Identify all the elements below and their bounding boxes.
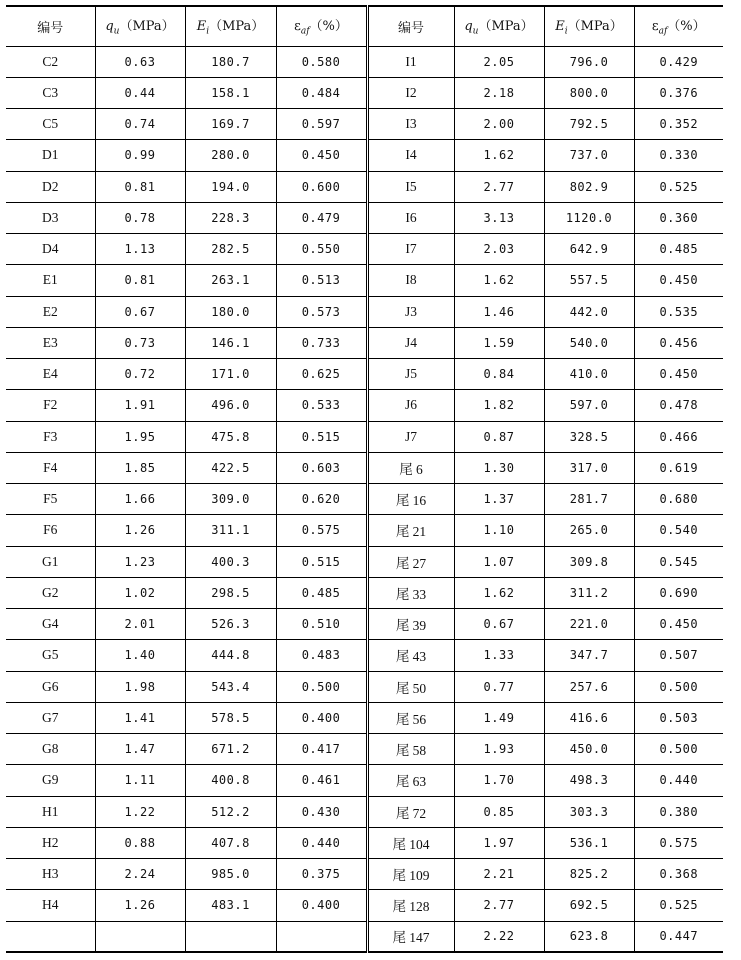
header-eaf (276, 6, 367, 46)
table-row (6, 234, 723, 265)
ei-cell: 171.0 (185, 359, 276, 390)
eaf-cell: 0.580 (276, 46, 367, 77)
header-qu (95, 6, 185, 46)
table-row (6, 421, 723, 452)
table-row (6, 140, 723, 171)
qu-cell: 1.40 (95, 640, 185, 671)
ei-cell: 221.0 (544, 609, 634, 640)
header-qu-unit: （MPa） (478, 19, 534, 35)
ei-cell: 642.9 (544, 234, 634, 265)
ei-cell: 180.7 (185, 46, 276, 77)
eaf-cell: 0.620 (276, 484, 367, 515)
eaf-cell: 0.447 (634, 921, 723, 952)
ei-cell: 194.0 (185, 171, 276, 202)
sample-id-cell: C5 (6, 109, 95, 140)
sample-id-cell: E3 (6, 327, 95, 358)
sample-id-cell: G8 (6, 734, 95, 765)
qu-cell: 0.44 (95, 77, 185, 108)
header-ei-subscript: i (564, 27, 568, 38)
header-ei-symbol: E (555, 19, 565, 35)
eaf-cell: 0.450 (634, 265, 723, 296)
qu-cell: 1.10 (454, 515, 544, 546)
sample-id-cell: H4 (6, 890, 95, 921)
ei-cell: 257.6 (544, 671, 634, 702)
qu-cell: 1.47 (95, 734, 185, 765)
sample-id-cell: I4 (367, 140, 454, 171)
sample-id-cell: 尾 6 (367, 452, 454, 483)
sample-id-cell: 尾 128 (367, 890, 454, 921)
eaf-cell: 0.550 (276, 234, 367, 265)
table-row (6, 765, 723, 796)
sample-id-cell: 尾 39 (367, 609, 454, 640)
table-row (6, 327, 723, 358)
eaf-cell: 0.400 (276, 890, 367, 921)
qu-cell: 0.87 (454, 421, 544, 452)
qu-cell: 1.33 (454, 640, 544, 671)
sample-id-cell: C2 (6, 46, 95, 77)
sample-id-cell: 尾 27 (367, 546, 454, 577)
ei-cell: 512.2 (185, 796, 276, 827)
qu-cell: 3.13 (454, 202, 544, 233)
sample-id-cell: I8 (367, 265, 454, 296)
header-row (6, 6, 723, 46)
eaf-cell: 0.510 (276, 609, 367, 640)
ei-cell (185, 921, 276, 952)
qu-cell: 1.41 (95, 702, 185, 733)
header-eaf-right (634, 6, 723, 46)
qu-cell: 1.26 (95, 890, 185, 921)
sample-id-cell: H3 (6, 859, 95, 890)
eaf-cell: 0.575 (634, 827, 723, 858)
qu-cell: 1.97 (454, 827, 544, 858)
qu-cell: 0.81 (95, 265, 185, 296)
qu-cell: 0.67 (95, 296, 185, 327)
qu-cell: 1.85 (95, 452, 185, 483)
qu-cell: 1.46 (454, 296, 544, 327)
ei-cell: 792.5 (544, 109, 634, 140)
table-row (6, 577, 723, 608)
qu-cell: 1.66 (95, 484, 185, 515)
qu-cell: 1.70 (454, 765, 544, 796)
eaf-cell: 0.733 (276, 327, 367, 358)
qu-cell: 1.98 (95, 671, 185, 702)
eaf-cell: 0.479 (276, 202, 367, 233)
ei-cell: 317.0 (544, 452, 634, 483)
eaf-cell: 0.330 (634, 140, 723, 171)
eaf-cell: 0.500 (276, 671, 367, 702)
sample-id-cell: D2 (6, 171, 95, 202)
qu-cell: 0.74 (95, 109, 185, 140)
sample-id-cell: F5 (6, 484, 95, 515)
header-qu-subscript: u (472, 27, 479, 38)
ei-cell: 578.5 (185, 702, 276, 733)
qu-cell: 2.05 (454, 46, 544, 77)
sample-id-cell: H1 (6, 796, 95, 827)
qu-cell: 2.24 (95, 859, 185, 890)
qu-cell: 0.99 (95, 140, 185, 171)
ei-cell: 536.1 (544, 827, 634, 858)
qu-cell: 1.02 (95, 577, 185, 608)
ei-cell: 985.0 (185, 859, 276, 890)
ei-cell: 265.0 (544, 515, 634, 546)
ei-cell: 146.1 (185, 327, 276, 358)
ei-cell: 825.2 (544, 859, 634, 890)
ei-cell: 444.8 (185, 640, 276, 671)
eaf-cell: 0.690 (634, 577, 723, 608)
qu-cell: 1.11 (95, 765, 185, 796)
eaf-cell: 0.456 (634, 327, 723, 358)
table-row (6, 359, 723, 390)
header-qu-subscript: u (113, 27, 120, 38)
eaf-cell: 0.525 (634, 890, 723, 921)
eaf-cell: 0.680 (634, 484, 723, 515)
sample-id-cell: G7 (6, 702, 95, 733)
table-row (6, 921, 723, 952)
sample-id-cell: G4 (6, 609, 95, 640)
qu-cell: 0.63 (95, 46, 185, 77)
qu-cell: 0.72 (95, 359, 185, 390)
eaf-cell: 0.619 (634, 452, 723, 483)
eaf-cell: 0.429 (634, 46, 723, 77)
ei-cell: 692.5 (544, 890, 634, 921)
ei-cell: 158.1 (185, 77, 276, 108)
qu-cell: 1.22 (95, 796, 185, 827)
ei-cell: 623.8 (544, 921, 634, 952)
ei-cell: 400.8 (185, 765, 276, 796)
qu-cell: 0.85 (454, 796, 544, 827)
qu-cell: 1.62 (454, 265, 544, 296)
sample-id-cell (6, 921, 95, 952)
qu-cell (95, 921, 185, 952)
qu-cell: 1.95 (95, 421, 185, 452)
ei-cell: 281.7 (544, 484, 634, 515)
sample-id-cell: E4 (6, 359, 95, 390)
table-row (6, 515, 723, 546)
sample-id-cell: E1 (6, 265, 95, 296)
header-eaf-subscript: af (658, 27, 668, 38)
header-qu-right (454, 6, 544, 46)
sample-id-cell: H2 (6, 827, 95, 858)
sample-id-cell: 尾 21 (367, 515, 454, 546)
qu-cell: 0.81 (95, 171, 185, 202)
eaf-cell: 0.603 (276, 452, 367, 483)
table-row (6, 484, 723, 515)
eaf-cell: 0.360 (634, 202, 723, 233)
qu-cell: 2.77 (454, 890, 544, 921)
table-body (6, 46, 723, 952)
eaf-cell: 0.545 (634, 546, 723, 577)
ei-cell: 796.0 (544, 46, 634, 77)
ei-cell: 282.5 (185, 234, 276, 265)
eaf-cell: 0.513 (276, 265, 367, 296)
qu-cell: 1.62 (454, 577, 544, 608)
table-row (6, 296, 723, 327)
ei-cell: 400.3 (185, 546, 276, 577)
header-ei (185, 6, 276, 46)
header-ei-symbol: E (196, 19, 207, 35)
sample-id-cell: F2 (6, 390, 95, 421)
ei-cell: 328.5 (544, 421, 634, 452)
sample-id-cell: 尾 43 (367, 640, 454, 671)
ei-cell: 298.5 (185, 577, 276, 608)
qu-cell: 0.88 (95, 827, 185, 858)
eaf-cell: 0.515 (276, 546, 367, 577)
table-row (6, 609, 723, 640)
ei-cell: 309.8 (544, 546, 634, 577)
sample-id-cell: 尾 109 (367, 859, 454, 890)
qu-cell: 2.22 (454, 921, 544, 952)
qu-cell: 0.77 (454, 671, 544, 702)
sample-id-cell: 尾 147 (367, 921, 454, 952)
eaf-cell: 0.450 (634, 359, 723, 390)
table-row (6, 671, 723, 702)
eaf-cell: 0.600 (276, 171, 367, 202)
eaf-cell (276, 921, 367, 952)
ei-cell: 311.1 (185, 515, 276, 546)
header-qu-symbol: q (105, 19, 114, 35)
ei-cell: 475.8 (185, 421, 276, 452)
header-id-right (367, 6, 454, 46)
sample-id-cell: J6 (367, 390, 454, 421)
eaf-cell: 0.503 (634, 702, 723, 733)
sample-id-cell: J4 (367, 327, 454, 358)
sample-id-cell: D3 (6, 202, 95, 233)
sample-id-cell: J3 (367, 296, 454, 327)
eaf-cell: 0.430 (276, 796, 367, 827)
qu-cell: 1.49 (454, 702, 544, 733)
sample-id-cell: I7 (367, 234, 454, 265)
ei-cell: 347.7 (544, 640, 634, 671)
data-table-container (6, 5, 723, 953)
sample-id-cell: F6 (6, 515, 95, 546)
table-row (6, 827, 723, 858)
ei-cell: 311.2 (544, 577, 634, 608)
sample-id-cell: 尾 72 (367, 796, 454, 827)
ei-cell: 496.0 (185, 390, 276, 421)
header-qu-symbol: q (464, 19, 473, 35)
sample-id-cell: D1 (6, 140, 95, 171)
eaf-cell: 0.450 (276, 140, 367, 171)
eaf-cell: 0.500 (634, 734, 723, 765)
sample-id-cell: I3 (367, 109, 454, 140)
sample-id-cell: G6 (6, 671, 95, 702)
ei-cell: 410.0 (544, 359, 634, 390)
qu-cell: 2.18 (454, 77, 544, 108)
eaf-cell: 0.533 (276, 390, 367, 421)
eaf-cell: 0.478 (634, 390, 723, 421)
qu-cell: 2.01 (95, 609, 185, 640)
ei-cell: 498.3 (544, 765, 634, 796)
header-ei-right (544, 6, 634, 46)
qu-cell: 1.93 (454, 734, 544, 765)
ei-cell: 228.3 (185, 202, 276, 233)
ei-cell: 442.0 (544, 296, 634, 327)
eaf-cell: 0.507 (634, 640, 723, 671)
table-row (6, 890, 723, 921)
ei-cell: 737.0 (544, 140, 634, 171)
table-row (6, 702, 723, 733)
eaf-cell: 0.440 (276, 827, 367, 858)
ei-cell: 671.2 (185, 734, 276, 765)
sample-id-cell: G5 (6, 640, 95, 671)
eaf-cell: 0.625 (276, 359, 367, 390)
ei-cell: 800.0 (544, 77, 634, 108)
header-qu-unit: （MPa） (119, 19, 175, 35)
ei-cell: 802.9 (544, 171, 634, 202)
sample-id-cell: 尾 50 (367, 671, 454, 702)
header-id (6, 6, 95, 46)
eaf-cell: 0.573 (276, 296, 367, 327)
sample-id-cell: G9 (6, 765, 95, 796)
header-id-label: 编号 (37, 20, 64, 36)
sample-id-cell: I5 (367, 171, 454, 202)
sample-id-cell: 尾 63 (367, 765, 454, 796)
header-ei-subscript: i (206, 27, 210, 38)
eaf-cell: 0.417 (276, 734, 367, 765)
eaf-cell: 0.461 (276, 765, 367, 796)
sample-id-cell: E2 (6, 296, 95, 327)
eaf-cell: 0.440 (634, 765, 723, 796)
qu-cell: 1.30 (454, 452, 544, 483)
eaf-cell: 0.485 (634, 234, 723, 265)
qu-cell: 0.67 (454, 609, 544, 640)
table-row (6, 77, 723, 108)
qu-cell: 1.91 (95, 390, 185, 421)
ei-cell: 540.0 (544, 327, 634, 358)
sample-id-cell: I6 (367, 202, 454, 233)
header-eaf-symbol: ε (294, 19, 301, 35)
ei-cell: 450.0 (544, 734, 634, 765)
ei-cell: 169.7 (185, 109, 276, 140)
ei-cell: 422.5 (185, 452, 276, 483)
eaf-cell: 0.352 (634, 109, 723, 140)
qu-cell: 1.26 (95, 515, 185, 546)
qu-cell: 2.21 (454, 859, 544, 890)
eaf-cell: 0.535 (634, 296, 723, 327)
qu-cell: 1.37 (454, 484, 544, 515)
header-eaf-unit: （%） (309, 19, 348, 35)
sample-id-cell: J7 (367, 421, 454, 452)
ei-cell: 309.0 (185, 484, 276, 515)
eaf-cell: 0.400 (276, 702, 367, 733)
qu-cell: 0.78 (95, 202, 185, 233)
ei-cell: 483.1 (185, 890, 276, 921)
eaf-cell: 0.500 (634, 671, 723, 702)
sample-id-cell: G1 (6, 546, 95, 577)
eaf-cell: 0.484 (276, 77, 367, 108)
ei-cell: 180.0 (185, 296, 276, 327)
table-row (6, 46, 723, 77)
qu-cell: 2.03 (454, 234, 544, 265)
sample-id-cell: F4 (6, 452, 95, 483)
qu-cell: 1.62 (454, 140, 544, 171)
eaf-cell: 0.368 (634, 859, 723, 890)
sample-id-cell: 尾 56 (367, 702, 454, 733)
qu-cell: 1.07 (454, 546, 544, 577)
eaf-cell: 0.575 (276, 515, 367, 546)
ei-cell: 526.3 (185, 609, 276, 640)
eaf-cell: 0.376 (634, 77, 723, 108)
sample-id-cell: G2 (6, 577, 95, 608)
sample-id-cell: F3 (6, 421, 95, 452)
ei-cell: 597.0 (544, 390, 634, 421)
ei-cell: 303.3 (544, 796, 634, 827)
eaf-cell: 0.525 (634, 171, 723, 202)
ei-cell: 416.6 (544, 702, 634, 733)
ei-cell: 263.1 (185, 265, 276, 296)
ei-cell: 557.5 (544, 265, 634, 296)
header-ei-unit: （MPa） (209, 19, 265, 35)
table-row (6, 859, 723, 890)
header-eaf-unit: （%） (667, 19, 706, 35)
sample-id-cell: 尾 104 (367, 827, 454, 858)
table-row (6, 109, 723, 140)
eaf-cell: 0.450 (634, 609, 723, 640)
sample-id-cell: I2 (367, 77, 454, 108)
header-eaf-symbol: ε (651, 19, 659, 35)
table-row (6, 171, 723, 202)
qu-cell: 1.82 (454, 390, 544, 421)
qu-cell: 1.23 (95, 546, 185, 577)
ei-cell: 280.0 (185, 140, 276, 171)
header-id-label: 编号 (397, 20, 424, 36)
sample-id-cell: C3 (6, 77, 95, 108)
qu-cell: 0.84 (454, 359, 544, 390)
eaf-cell: 0.375 (276, 859, 367, 890)
header-eaf-subscript: af (300, 27, 310, 38)
sample-id-cell: J5 (367, 359, 454, 390)
table-row (6, 265, 723, 296)
qu-cell: 2.77 (454, 171, 544, 202)
sample-id-cell: I1 (367, 46, 454, 77)
ei-cell: 1120.0 (544, 202, 634, 233)
eaf-cell: 0.485 (276, 577, 367, 608)
sample-id-cell: 尾 16 (367, 484, 454, 515)
eaf-cell: 0.540 (634, 515, 723, 546)
table-row (6, 640, 723, 671)
ei-cell: 407.8 (185, 827, 276, 858)
table-row (6, 546, 723, 577)
qu-cell: 0.73 (95, 327, 185, 358)
qu-cell: 1.13 (95, 234, 185, 265)
table-row (6, 796, 723, 827)
table-row (6, 734, 723, 765)
eaf-cell: 0.597 (276, 109, 367, 140)
ei-cell: 543.4 (185, 671, 276, 702)
eaf-cell: 0.466 (634, 421, 723, 452)
header-ei-unit: （MPa） (567, 19, 623, 35)
sample-id-cell: 尾 58 (367, 734, 454, 765)
qu-cell: 2.00 (454, 109, 544, 140)
sample-id-cell: 尾 33 (367, 577, 454, 608)
table-row (6, 202, 723, 233)
sample-id-cell: D4 (6, 234, 95, 265)
table-row (6, 452, 723, 483)
qu-cell: 1.59 (454, 327, 544, 358)
table-row (6, 390, 723, 421)
eaf-cell: 0.515 (276, 421, 367, 452)
eaf-cell: 0.483 (276, 640, 367, 671)
eaf-cell: 0.380 (634, 796, 723, 827)
rock-test-data-table (6, 5, 723, 953)
